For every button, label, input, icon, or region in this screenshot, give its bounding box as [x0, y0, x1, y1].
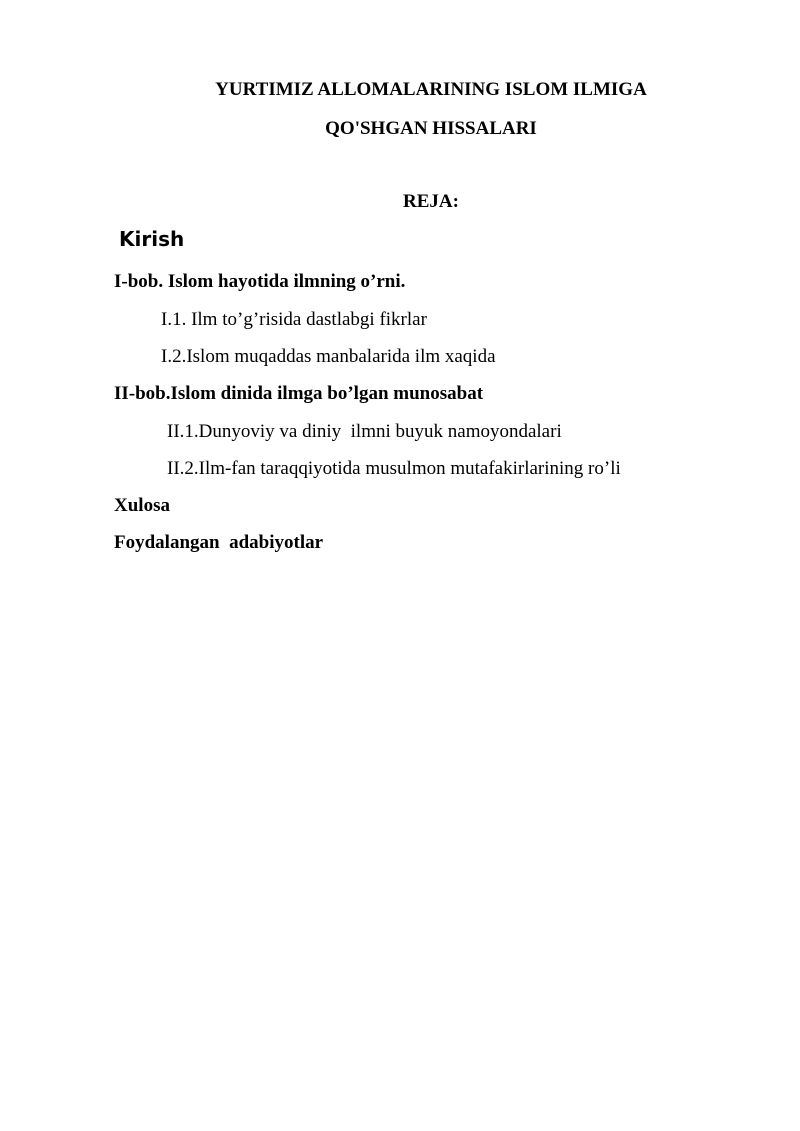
outline-chapter-1-title: I-bob. Islom hayotida ilmning o’rni.	[114, 271, 406, 292]
outline-references: Foydalangan adabiyotlar	[114, 532, 324, 553]
document-title-line-2: QO'SHGAN HISSALARI	[325, 118, 537, 139]
outline-conclusion: Xulosa	[114, 495, 170, 516]
outline-section-2-1: II.1.Dunyoviy va diniy ilmni buyuk namoyondalari	[167, 421, 562, 442]
outline-section-1-2: I.2.Islom muqaddas manbalarida ilm xaqida	[161, 346, 496, 367]
outline-intro: Kirish	[119, 227, 185, 251]
outline-chapter-2-title: II-bob.Islom dinida ilmga bo’lgan munosabat	[114, 383, 484, 404]
outline-section-1-1: I.1. Ilm to’g’risida dastlabgi fikrlar	[161, 309, 427, 330]
document-title-line-1: YURTIMIZ ALLOMALARINING ISLOM ILMIGA	[215, 79, 647, 100]
plan-heading: REJA:	[403, 191, 459, 212]
outline-section-2-2: II.2.Ilm-fan taraqqiyotida musulmon mutafakirlarining ro’li	[167, 458, 621, 479]
